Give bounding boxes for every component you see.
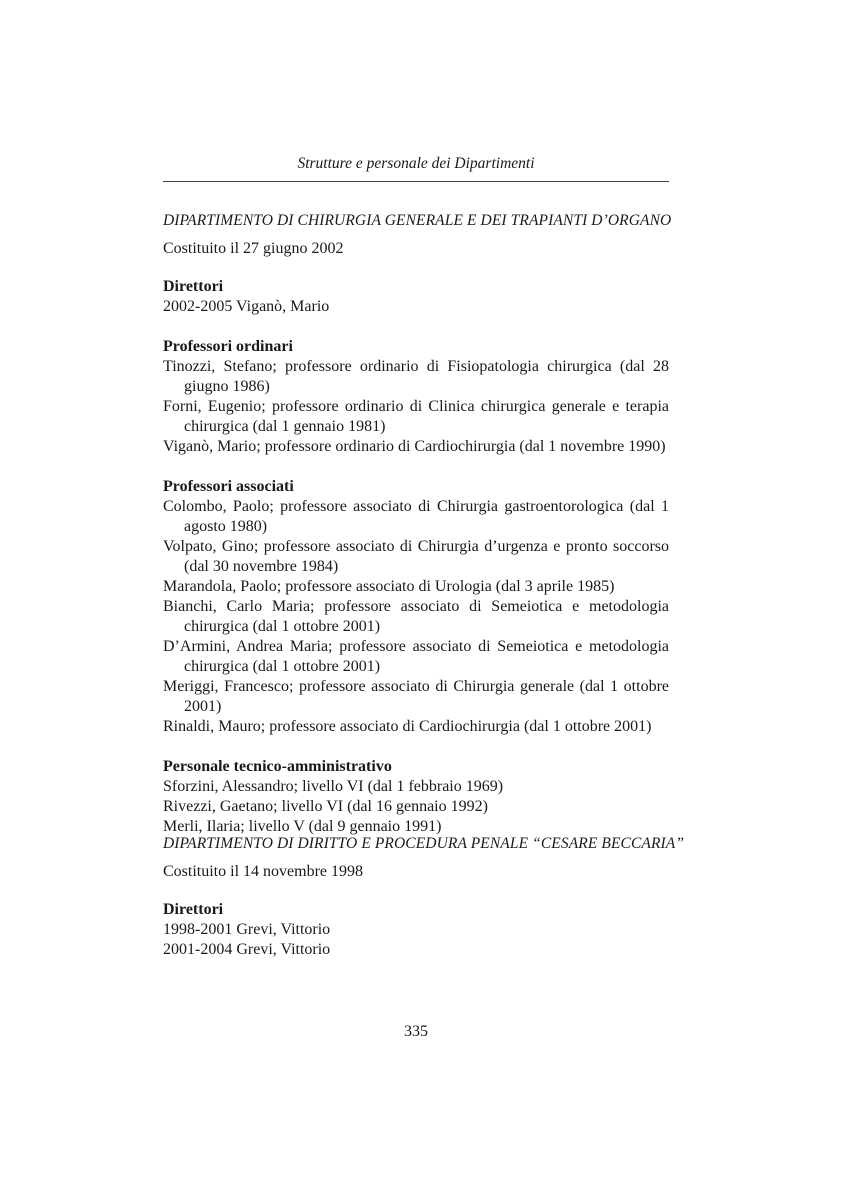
list-item: Rinaldi, Mauro; professore associato di Cardiochirurgia (dal 1 ottobre 2001) [163, 718, 652, 735]
department-section [163, 211, 672, 837]
list-item: D’Armini, Andrea Maria; professore associato di Semeiotica e metodologia chirurgica (dal 1 ottobre 2001) [163, 638, 669, 675]
page-number: 335 [404, 1023, 428, 1040]
list-item: Colombo, Paolo; professore associato di Chirurgia gastroentorologica (dal 1 agosto 1980) [163, 498, 669, 535]
list-item: Volpato, Gino; professore associato di Chirurgia d’urgenza e pronto soccorso (dal 30 novembre 1984) [163, 538, 669, 575]
list-item: Rivezzi, Gaetano; livello VI (dal 16 gennaio 1992) [163, 798, 488, 815]
list-item: Merli, Ilaria; livello V (dal 9 gennaio 1991) [163, 818, 442, 835]
directors-heading: Direttori [163, 901, 224, 918]
running-header: Strutture e personale dei Dipartimenti [297, 155, 535, 172]
department-title: DIPARTIMENTO DI DIRITTO E PROCEDURA PENALE “CESARE BECCARIA” [163, 835, 685, 852]
list-item: Forni, Eugenio; professore ordinario di Clinica chirurgica generale e terapia chirurgica (dal 1 gennaio 1981) [163, 398, 669, 435]
staff-heading: Personale tecnico-amministrativo [163, 758, 392, 775]
list-item: Viganò, Mario; professore ordinario di Cardiochirurgia (dal 1 novembre 1990) [163, 438, 666, 455]
ordinari-heading: Professori ordinari [163, 338, 293, 355]
established-date: Costituito il 27 giugno 2002 [163, 240, 344, 257]
department-title: DIPARTIMENTO DI CHIRURGIA GENERALE E DEI TRAPIANTI D’ORGANO [163, 212, 672, 229]
header-rule [163, 181, 669, 182]
list-item: Sforzini, Alessandro; livello VI (dal 1 febbraio 1969) [163, 778, 504, 795]
list-item: Marandola, Paolo; professore associato di Urologia (dal 3 aprile 1985) [163, 578, 615, 595]
director-entry: 1998-2001 Grevi, Vittorio [163, 921, 331, 938]
directors-heading: Direttori [163, 278, 224, 295]
associati-heading: Professori associati [163, 478, 294, 495]
list-item: Bianchi, Carlo Maria; professore associato di Semeiotica e metodologia chirurgica (dal 1 ottobre 2001) [163, 598, 669, 635]
director-entry: 2001-2004 Grevi, Vittorio [163, 941, 331, 958]
list-item: Tinozzi, Stefano; professore ordinario di Fisiopatologia chirurgica (dal 28 giugno 1986) [163, 358, 669, 395]
director-entry: 2002-2005 Viganò, Mario [163, 298, 330, 315]
list-item: Meriggi, Francesco; professore associato di Chirurgia generale (dal 1 ottobre 2001) [163, 678, 669, 715]
established-date: Costituito il 14 novembre 1998 [163, 863, 363, 880]
department-section [163, 834, 685, 960]
